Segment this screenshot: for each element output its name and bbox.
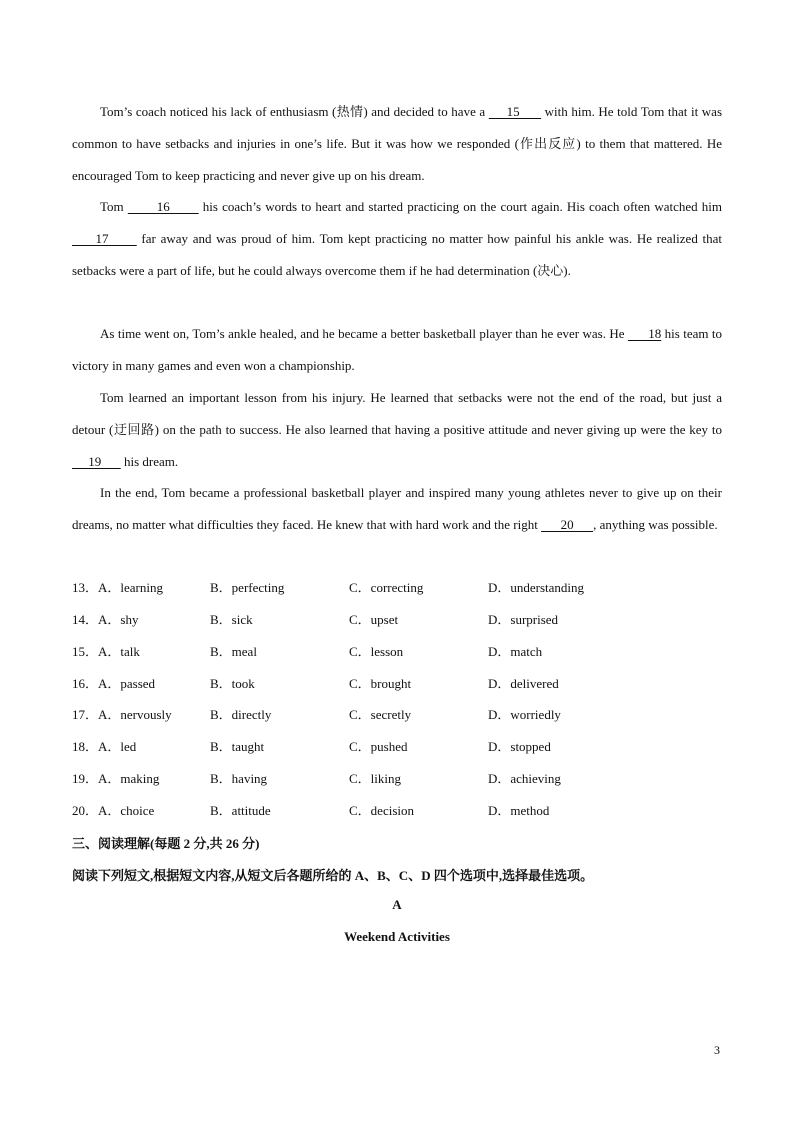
option-c[interactable]: C．upset <box>349 612 399 627</box>
option-c[interactable]: C．pushed <box>349 739 408 754</box>
page-number: 3 <box>714 1043 720 1057</box>
passage-paragraph-2 <box>72 191 722 286</box>
question-19-options <box>72 768 722 790</box>
option-d[interactable]: D．achieving <box>488 771 561 786</box>
option-d[interactable]: D．match <box>488 644 543 659</box>
part-label: A <box>392 897 402 912</box>
option-d[interactable]: D．understanding <box>488 580 585 595</box>
option-c[interactable]: C．secretly <box>349 707 412 722</box>
blank-20[interactable]: 20 <box>541 516 594 532</box>
blank-19[interactable]: 19 <box>72 453 121 469</box>
blank-18[interactable]: 18 <box>627 326 662 341</box>
text: with him. He told Tom that it was common to have setbacks and injuries in one’s life. But it was how we responded (作出反应) to them that mattered. He encouraged Tom to keep practicing and never give up on his dream. <box>72 104 723 183</box>
question-13-options <box>72 577 722 599</box>
question-15-options <box>72 641 722 663</box>
option-a[interactable]: 20．A．choice <box>72 803 155 818</box>
option-b[interactable]: B．took <box>210 676 255 691</box>
option-a[interactable]: 16．A．passed <box>72 676 156 691</box>
passage-paragraph-1 <box>72 96 722 191</box>
question-17-options <box>72 704 722 726</box>
option-a[interactable]: 15．A．talk <box>72 644 140 659</box>
text: Tom <box>100 199 128 214</box>
passage-paragraph-5 <box>72 477 722 541</box>
option-c[interactable]: C．lesson <box>349 644 404 659</box>
question-16-options <box>72 673 722 695</box>
text: In the end, Tom became a professional basketball player and inspired many young athletes never to give up on their dreams, no matter what difficulties they faced. He knew that with hard work and the right <box>72 485 722 532</box>
question-20-options <box>72 800 722 822</box>
option-d[interactable]: D．surprised <box>488 612 559 627</box>
option-b[interactable]: B．meal <box>210 644 257 659</box>
passage-paragraph-3 <box>72 318 722 382</box>
text: his dream. <box>120 453 179 469</box>
blank-17[interactable]: 17 <box>72 230 137 246</box>
section-heading: 三、阅读理解(每题 2 分,共 26 分) <box>72 836 260 851</box>
option-c[interactable]: C．correcting <box>349 580 424 595</box>
option-d[interactable]: D．stopped <box>488 739 551 754</box>
question-14-options <box>72 609 722 631</box>
option-d[interactable]: D．method <box>488 803 550 818</box>
option-b[interactable]: B．having <box>210 771 268 786</box>
option-b[interactable]: B．directly <box>210 707 272 722</box>
text: Tom’s coach noticed his lack of enthusiasm (热情) and decided to have a <box>100 104 489 119</box>
text: , anything was possible. <box>593 516 718 532</box>
option-b[interactable]: B．sick <box>210 612 253 627</box>
text: Tom learned an important lesson from his injury. He learned that setbacks were not the end of the road, but just a detour (迂回路) on the path to success. He also learned that having a positive attitude and never giving up were the key to <box>72 390 722 437</box>
option-b[interactable]: B．attitude <box>210 803 271 818</box>
option-a[interactable]: 14．A．shy <box>72 612 139 627</box>
option-d[interactable]: D．delivered <box>488 676 559 691</box>
blank-16[interactable]: 16 <box>127 199 199 214</box>
option-a[interactable]: 17．A．nervously <box>72 707 172 722</box>
option-c[interactable]: C．brought <box>349 676 412 691</box>
text: his coach’s words to heart and started practicing on the court again. His coach often watched him <box>198 199 722 214</box>
option-d[interactable]: D．worriedly <box>488 707 561 722</box>
passage-paragraph-4 <box>72 382 722 477</box>
option-b[interactable]: B．perfecting <box>210 580 285 595</box>
option-a[interactable]: 13．A．learning <box>72 580 163 595</box>
option-b[interactable]: B．taught <box>210 739 265 754</box>
option-a[interactable]: 18．A．led <box>72 739 137 754</box>
article-title: Weekend Activities <box>344 929 450 944</box>
option-a[interactable]: 19．A．making <box>72 771 160 786</box>
blank-15[interactable]: 15 <box>488 104 542 119</box>
option-c[interactable]: C．liking <box>349 771 402 786</box>
option-c[interactable]: C．decision <box>349 803 414 818</box>
section-instruction: 阅读下列短文,根据短文内容,从短文后各题所给的 A、B、C、D 四个选项中,选择最佳选项。 <box>72 868 594 883</box>
text: As time went on, Tom’s ankle healed, and he became a better basketball player than he ever was. He <box>100 326 628 341</box>
text: far away and was proud of him. Tom kept practicing no matter how painful his ankle was. He realized that setbacks were a part of life, but he could always overcome them if he had determination (决心). <box>72 230 723 278</box>
question-18-options <box>72 736 722 758</box>
text: his team to victory in many games and even won a championship. <box>72 326 723 373</box>
